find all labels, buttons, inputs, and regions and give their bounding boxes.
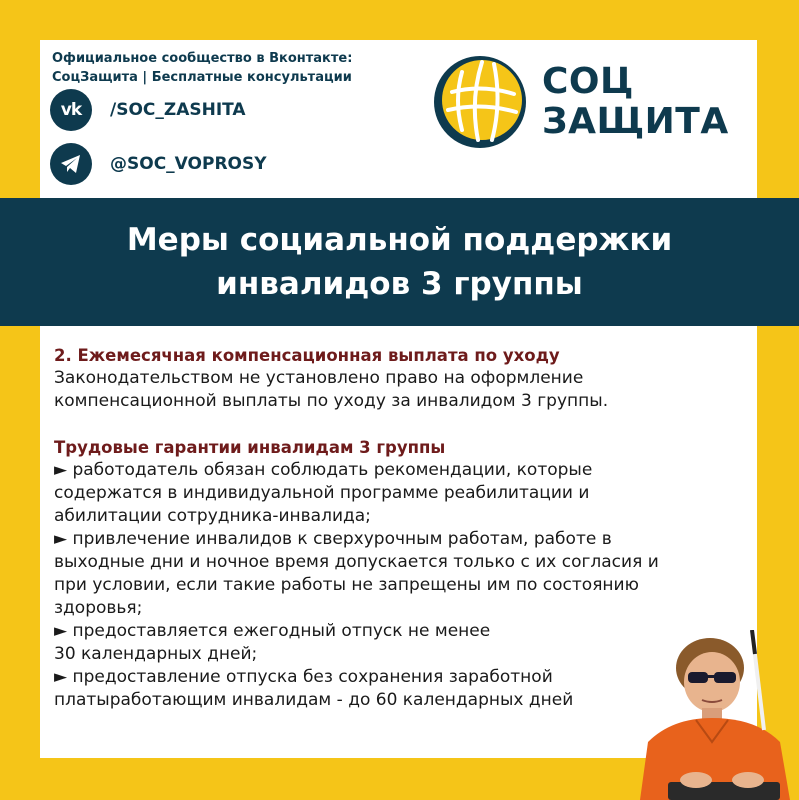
title-band: [0, 198, 799, 326]
logo-wordmark: [542, 62, 729, 142]
section-2-heading: Трудовые гарантии инвалидам 3 группы: [54, 438, 446, 457]
logo-line-2: ЗАЩИТА: [542, 101, 729, 142]
spacer: [54, 413, 754, 436]
telegram-handle: @SOC_VOPROSY: [110, 154, 267, 174]
section-2-line: ► работодатель обязан соблюдать рекомендации, которые: [54, 460, 593, 480]
section-2-line: выходные дни и ночное время допускается только с их согласия и: [54, 552, 659, 572]
section-2-line: 30 календарных дней;: [54, 644, 258, 664]
community-line-2: СоцЗащита | Бесплатные консультации: [52, 70, 352, 85]
section-2-line: при условии, если такие работы не запрещены им по состоянию: [54, 575, 639, 595]
soczashita-logo: [432, 54, 729, 150]
section-1-line: компенсационной выплаты по уходу за инвалидом 3 группы.: [54, 391, 609, 411]
community-info: [52, 49, 352, 87]
telegram-icon: [50, 143, 92, 185]
title-line-1: Меры социальной поддержки: [126, 222, 673, 258]
person-illustration: [632, 630, 798, 800]
page-title: [127, 218, 672, 306]
vk-link[interactable]: [50, 90, 246, 130]
section-2-line: ► предоставление отпуска без сохранения заработной: [54, 667, 553, 687]
community-line-1: Официальное сообщество в Вконтакте:: [52, 51, 353, 66]
section-1-heading: 2. Ежемесячная компенсационная выплата по уходу: [54, 346, 560, 365]
section-2-line: платыработающим инвалидам - до 60 календарных дней: [54, 690, 574, 710]
globe-icon: [432, 54, 528, 150]
section-2-line: ► предоставляется ежегодный отпуск не менее: [54, 621, 491, 641]
title-line-2: инвалидов 3 группы: [216, 266, 583, 302]
section-2-line: здоровья;: [54, 598, 143, 618]
vk-handle: /SOC_ZASHITA: [110, 100, 246, 120]
telegram-link[interactable]: [50, 144, 267, 184]
section-2-line: ► привлечение инвалидов к сверхурочным работам, работе в: [54, 529, 612, 549]
logo-line-1: СОЦ: [542, 61, 634, 102]
header-card: [40, 40, 757, 200]
vk-icon: vk: [50, 89, 92, 131]
section-2-line: содержатся в индивидуальной программе реабилитации и: [54, 483, 590, 503]
section-1-line: Законодательством не установлено право на оформление: [54, 368, 584, 388]
section-2-line: абилитации сотрудника-инвалида;: [54, 506, 371, 526]
